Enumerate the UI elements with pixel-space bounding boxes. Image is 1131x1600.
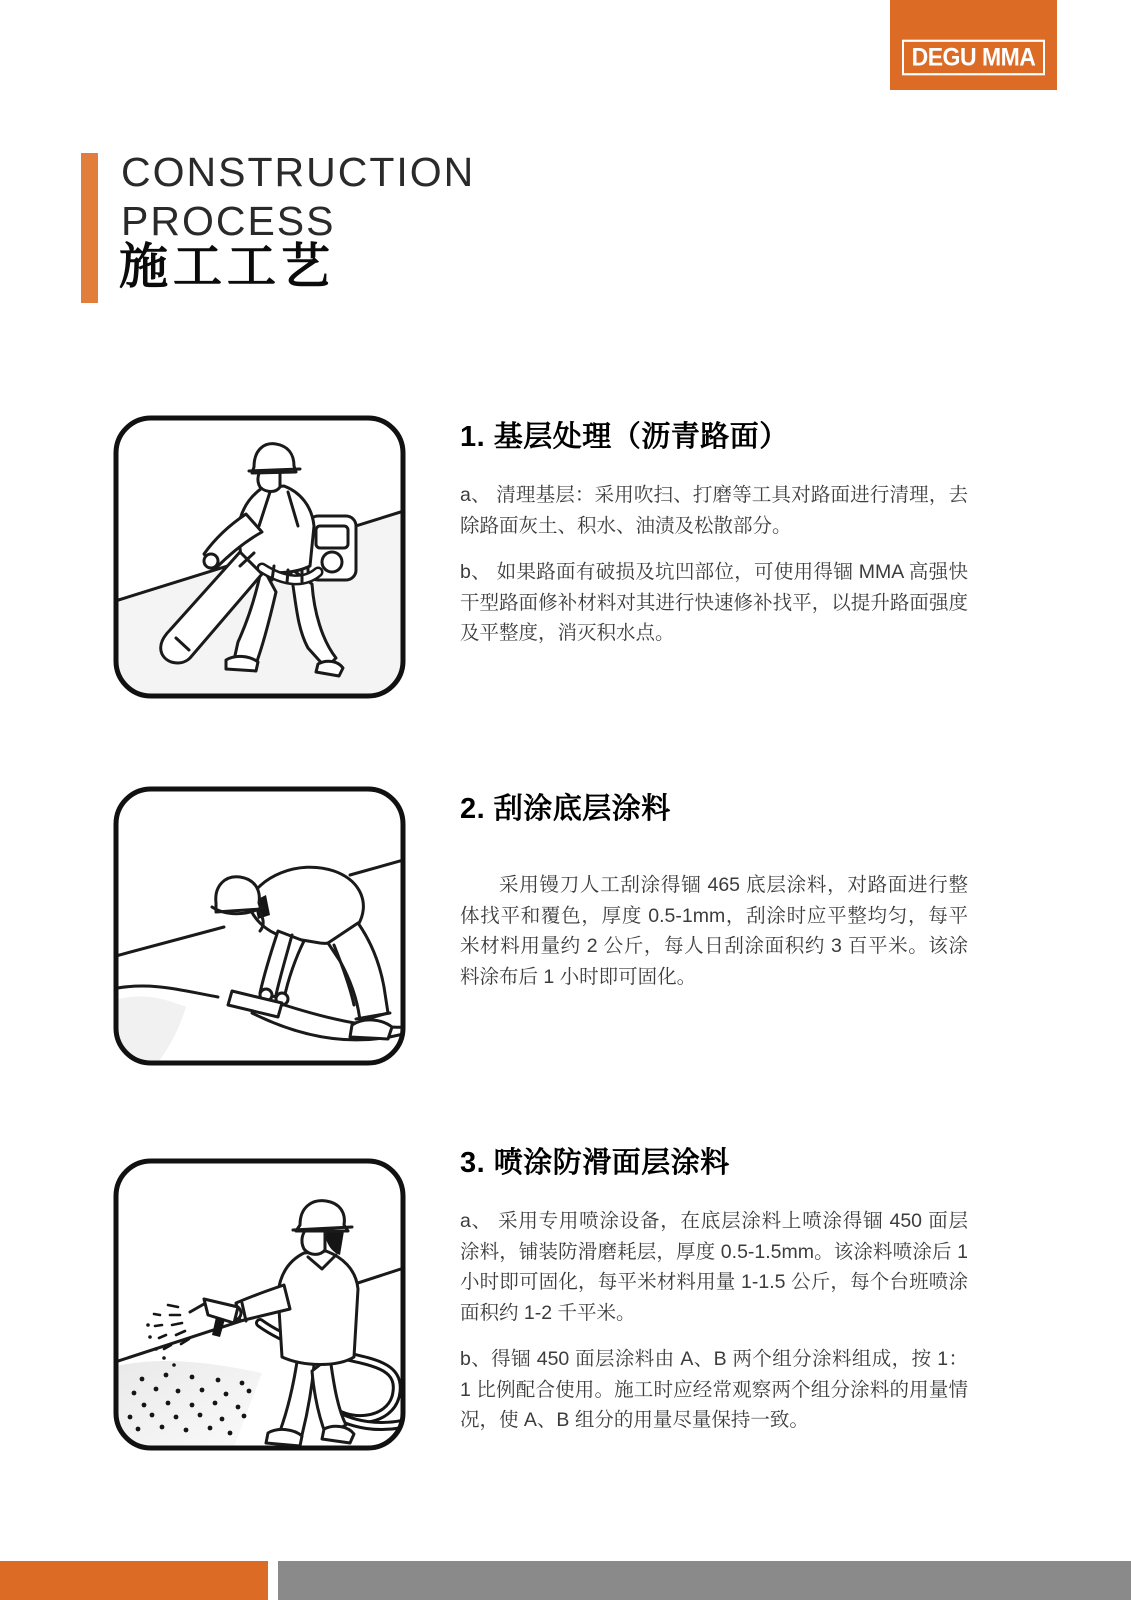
backpack-blower-worker-icon — [112, 414, 407, 700]
section-base-treatment — [460, 418, 968, 649]
illustration-primer-troweling — [112, 785, 407, 1067]
brand-logo-block — [890, 0, 1057, 90]
section-1-paragraph-a: a、 清理基层：采用吹扫、打磨等工具对路面进行清理，去除路面灰土、积水、油渍及松散部分。 — [460, 484, 968, 537]
spraying-worker-icon — [112, 1157, 407, 1452]
section-topcoat-spraying — [460, 1144, 968, 1436]
section-2-heading: 2. 刮涂底层涂料 — [460, 793, 671, 825]
page-title-english-line2: PROCESS — [121, 198, 336, 244]
page-title-chinese: 施工工艺 — [119, 240, 336, 294]
troweling-worker-icon — [112, 785, 407, 1067]
section-primer-coating — [460, 790, 968, 992]
section-1-paragraph-b: b、 如果路面有破损及坑凹部位，可使用得锢 MMA 高强快干型路面修补材料对其进行快速修补找平，以提升路面强度及平整度，消灭积水点。 — [460, 561, 968, 644]
illustration-topcoat-spraying — [112, 1157, 407, 1452]
footer-orange-bar — [0, 1561, 268, 1600]
title-accent-bar — [81, 153, 98, 303]
brand-logo-text: DEGU MMA — [902, 40, 1046, 76]
section-1-heading: 1. 基层处理（沥青路面） — [460, 421, 789, 453]
illustration-base-cleaning — [112, 414, 407, 700]
section-3-heading: 3. 喷涂防滑面层涂料 — [460, 1147, 730, 1179]
footer-gray-bar — [278, 1561, 1131, 1600]
section-3-paragraph-a: a、 采用专用喷涂设备，在底层涂料上喷涂得锢 450 面层涂料，铺装防滑磨耗层，厚度 0.5-1.5mm。该涂料喷涂后 1 小时即可固化，每平米材料用量 1-1.5 公斤，每个台班喷涂面积约 1-2 千平米。 — [460, 1210, 968, 1324]
page-title-english — [121, 148, 475, 246]
section-3-paragraph-b: b、得锢 450 面层涂料由 A、B 两个组分涂料组成，按 1：1 比例配合使用。施工时应经常观察两个组分涂料的用量情况，使 A、B 组分的用量尽量保持一致。 — [460, 1348, 968, 1431]
page-title-english-line1: CONSTRUCTION — [121, 149, 476, 195]
section-2-paragraph: 采用镘刀人工刮涂得锢 465 底层涂料，对路面进行整体找平和覆色，厚度 0.5-1mm，刮涂时应平整均匀，每平米材料用量约 2 公斤，每人日刮涂面积约 3 百平米。该涂料涂布后 1 小时即可固化。 — [460, 874, 968, 988]
